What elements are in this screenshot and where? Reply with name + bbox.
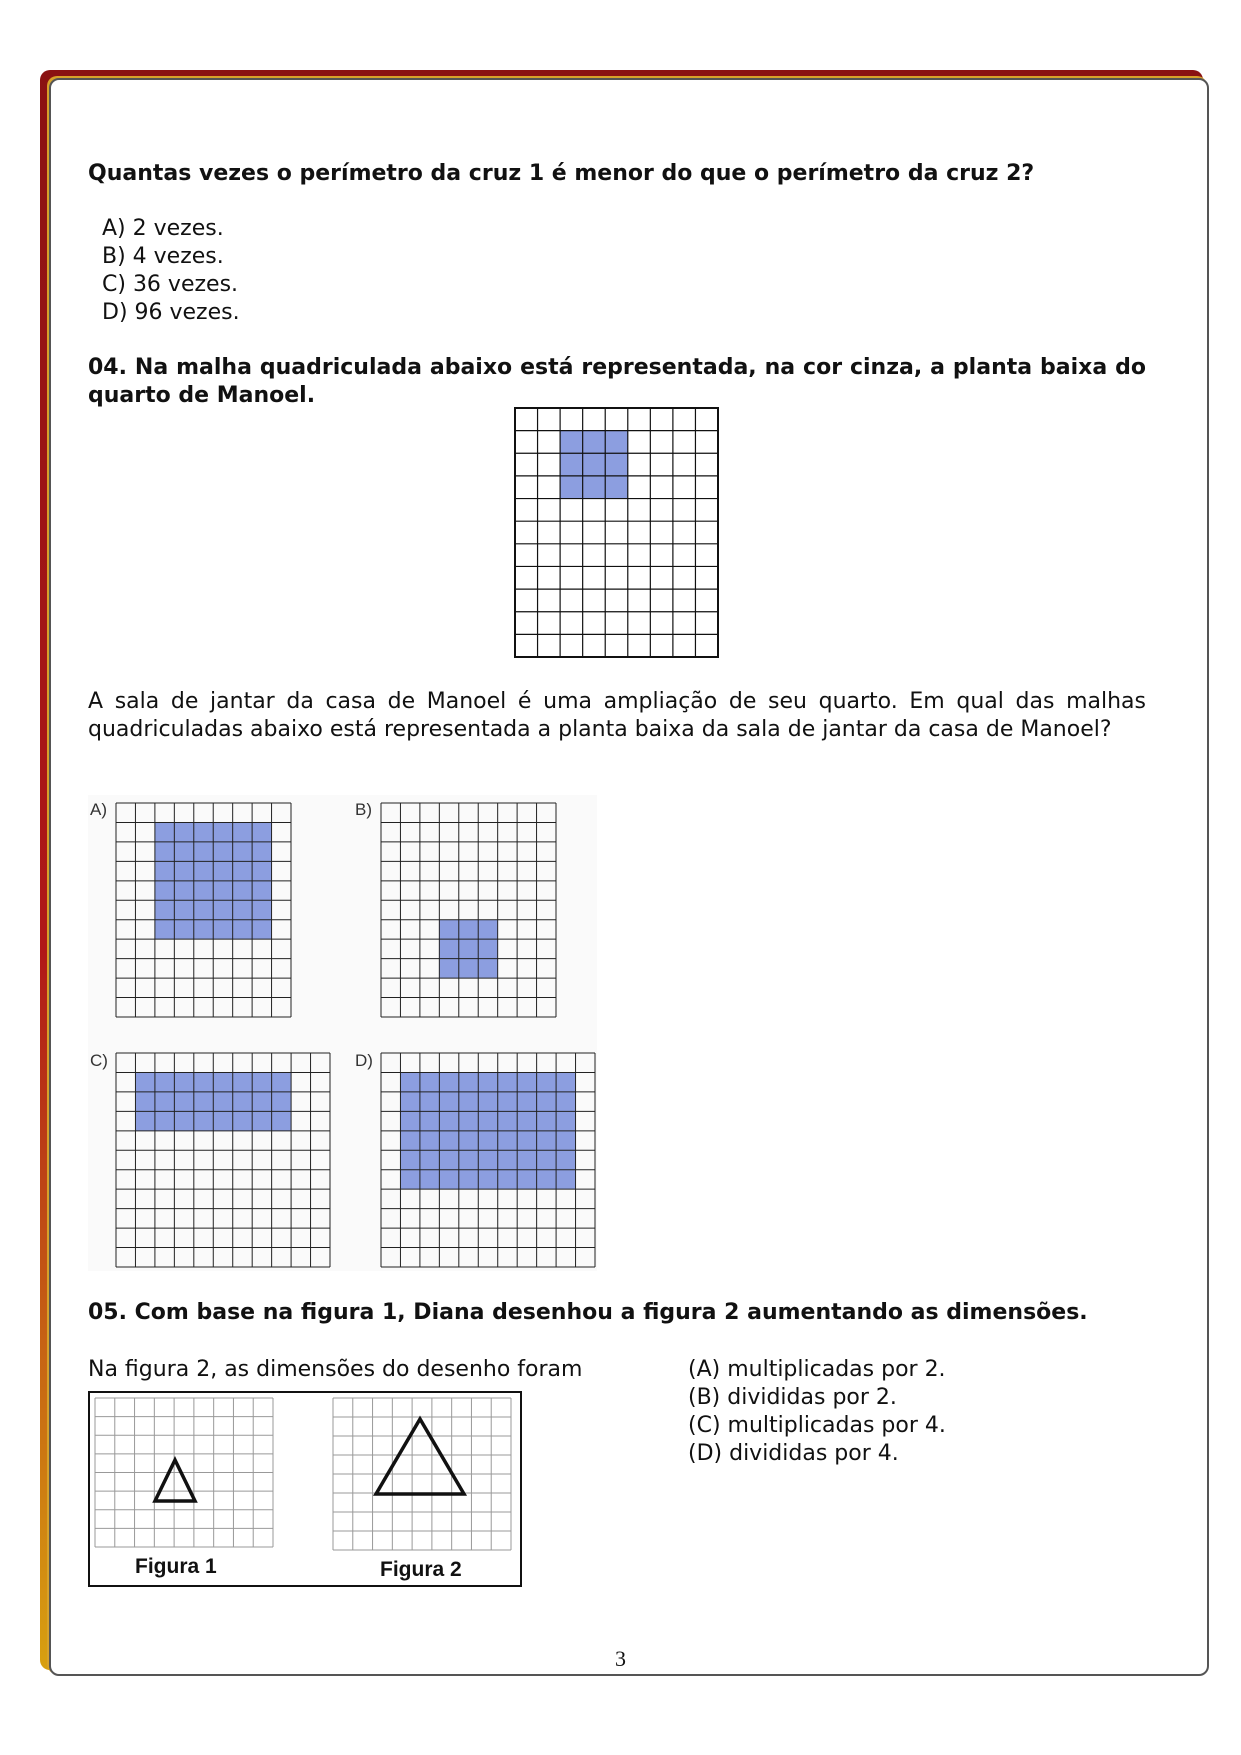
- q05-option-d: (D) divididas por 4.: [688, 1441, 899, 1466]
- q03-question: Quantas vezes o perímetro da cruz 1 é menor do que o perímetro da cruz 2?: [88, 161, 1035, 186]
- q03-option-d: D) 96 vezes.: [102, 300, 240, 325]
- option-d-grid: [381, 1053, 595, 1267]
- figure-2-triangle: [376, 1419, 464, 1494]
- page-number: 3: [615, 1646, 626, 1671]
- q05-option-b: (B) divididas por 2.: [688, 1385, 897, 1410]
- q03-option-a: A) 2 vezes.: [102, 216, 224, 241]
- room-floor-plan-grid: [515, 408, 718, 657]
- figure-2-grid: [333, 1398, 511, 1550]
- q03-options: [102, 215, 240, 327]
- q05-option-a: (A) multiplicadas por 2.: [688, 1357, 946, 1382]
- option-b-fill: [439, 920, 497, 978]
- q04-option-label-b: B): [355, 800, 372, 819]
- q05-heading: 05. Com base na figura 1, Diana desenhou a figura 2 aumentando as dimensões.: [88, 1300, 1088, 1325]
- q04-option-label-a: A): [90, 800, 107, 819]
- figure-1-grid: [95, 1398, 273, 1547]
- q04-option-label-c: C): [90, 1051, 108, 1070]
- q05-option-c: (C) multiplicadas por 4.: [688, 1413, 946, 1438]
- option-c-grid: [116, 1053, 330, 1267]
- q04-heading: 04. Na malha quadriculada abaixo está representada, na cor cinza, a planta baixa do quarto de Manoel.: [88, 355, 1146, 408]
- q05-options: [688, 1356, 946, 1468]
- option-a-grid: [116, 803, 291, 1017]
- figure-2-label: Figura 2: [380, 1558, 462, 1581]
- figure-1-triangle: [155, 1460, 195, 1501]
- q05-stem: Na figura 2, as dimensões do desenho foram: [88, 1357, 583, 1382]
- room-fill: [560, 431, 628, 499]
- option-b-grid: [381, 803, 556, 1017]
- q04-option-label-d: D): [355, 1051, 373, 1070]
- q04-body: A sala de jantar da casa de Manoel é uma ampliação de seu quarto. Em qual das malhas quadriculadas abaixo está representada a planta baixa da sala de jantar da casa de Manoel?: [88, 689, 1146, 742]
- q03-option-c: C) 36 vezes.: [102, 272, 239, 297]
- figure-1-label: Figura 1: [135, 1555, 217, 1578]
- q03-option-b: B) 4 vezes.: [102, 244, 224, 269]
